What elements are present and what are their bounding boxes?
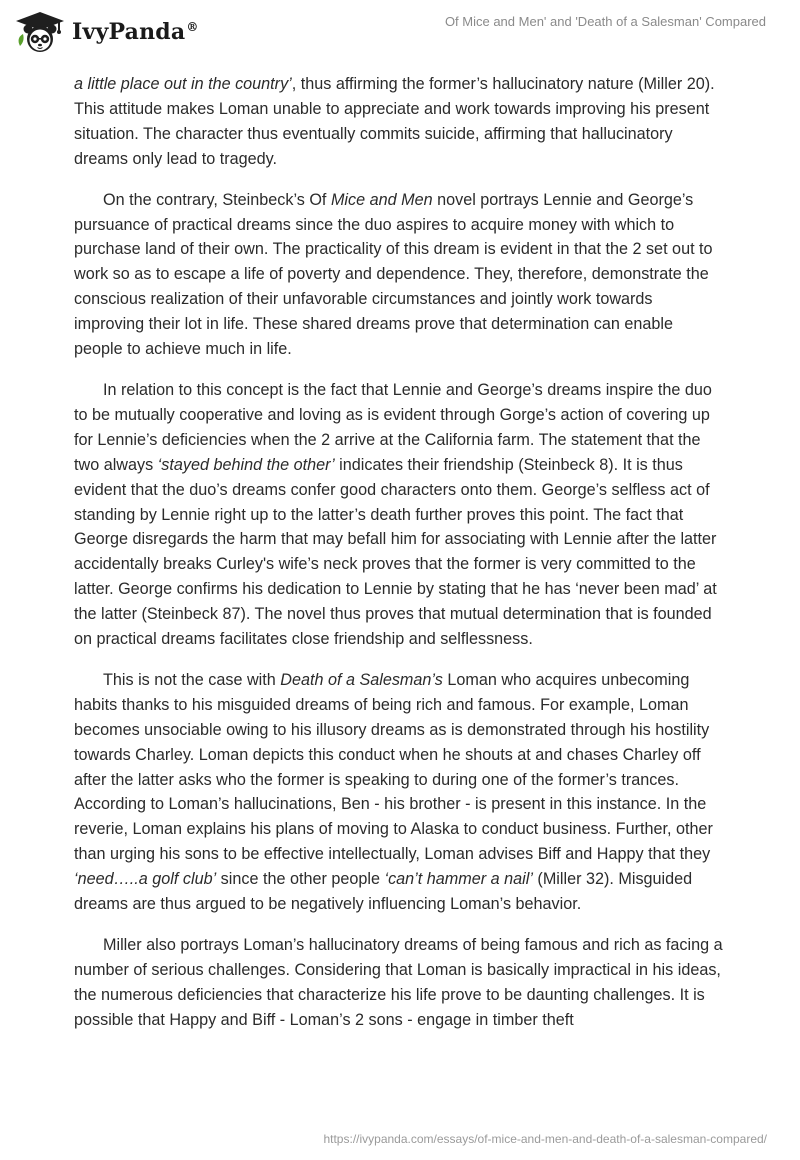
essay-paragraph — [74, 188, 726, 362]
essay-paragraph — [74, 668, 726, 917]
paragraph-text: , thus affirming the former’s hallucinatory nature (Miller 20). This attitude makes Loman unable to appreciate and work towards improving his present situation. The character thus eventually commits suicide, affirming that hallucinatory dreams only lead to tragedy. — [74, 75, 715, 168]
brand-registered-mark: ® — [186, 19, 199, 34]
paragraph-text: Miller also portrays Loman’s hallucinatory dreams of being famous and rich as facing a number of serious challenges. Considering that Loman is basically impractical in his ideas, the numerous deficiencies that characterize his life prove to be daunting challenges. It is possible that Happy and Biff - Loman’s 2 sons - engage in timber theft — [74, 936, 723, 1029]
paragraph-text: This is not the case with — [103, 670, 281, 689]
paragraph-text: Loman who acquires unbecoming habits thanks to his misguided dreams of being rich and famous. For example, Loman becomes unsociable owing to his illusory dreams as is demonstrated through his hostility towards Charley. Loman depicts this conduct when he shouts at and chases Charley off after the latter asks who the former is speaking to during one of the former’s trances. According to Loman’s hallucinations, Ben - his brother - is present in this instance. In the reverie, Loman explains his plans of moving to Alaska to conduct business. Further, other than urging his sons to be effective intellectually, Loman advises Biff and Happy that they — [74, 670, 713, 864]
paragraph-text: indicates their friendship (Steinbeck 8). It is thus evident that the duo’s dreams confer good characters onto them. George’s selfless act of standing by Lennie right up to the latter’s death further proves this point. The fact that George disregards the harm that may befall him for associating with Lennie after the latter accidentally breaks Curley's wife’s neck proves that the former is very committed to the latter. George confirms his dedication to Lennie by stating that he has ‘never been mad’ at the latter (Steinbeck 87). The novel thus proves that mutual determination that is founded on practical dreams facilitates close friendship and selflessness. — [74, 455, 717, 649]
essay-paragraph — [74, 72, 726, 172]
ivypanda-logo[interactable] — [14, 10, 199, 54]
italic-text: ‘can’t hammer a nail’ — [384, 870, 533, 889]
document-title: Of Mice and Men' and 'Death of a Salesman' Compared — [444, 14, 766, 29]
brand-name — [72, 19, 199, 45]
essay-paragraph — [74, 378, 726, 652]
paragraph-text: On the contrary, Steinbeck’s Of — [103, 190, 331, 209]
paragraph-text: In relation to this concept is the fact that Lennie and George’s dreams inspire the duo to be mutually cooperative and loving as is evident through Gorge’s action of covering up for Lennie’s deficiencies when the 2 arrive at the California farm. The statement that the two always — [74, 380, 712, 474]
page-header — [0, 0, 800, 60]
graduation-cap-panda-icon — [14, 10, 66, 54]
italic-text: Death of a Salesman’s — [280, 670, 443, 689]
paragraph-text: (Miller 32). Misguided dreams are thus argued to be negatively influencing Loman’s behavior. — [74, 870, 693, 914]
paragraph-text: novel portrays Lennie and George’s pursuance of practical dreams since the duo aspires to acquire money with which to purchase land of their own. The practicality of this dream is evident in that the 2 set out to work so as to escape a life of poverty and dependence. They, therefore, demonstrate the conscious realization of their unfavorable circumstances and jointly work towards improving their lot in life. These shared dreams prove that determination can enable people to achieve much in life. — [74, 190, 713, 359]
essay-paragraph — [74, 933, 726, 1033]
italic-text: ‘need…..a golf club’ — [74, 870, 217, 889]
italic-text: ‘stayed behind the other’ — [157, 455, 335, 474]
italic-text: a little place out in the country’ — [74, 75, 292, 93]
brand-name-text: IvyPanda — [72, 19, 186, 45]
essay-body — [74, 72, 726, 1049]
paragraph-text: since the other people — [216, 870, 385, 889]
italic-text: Mice and Men — [330, 190, 433, 209]
source-url[interactable]: https://ivypanda.com/essays/of-mice-and-men-and-death-of-a-salesman-compared/ — [323, 1132, 767, 1146]
